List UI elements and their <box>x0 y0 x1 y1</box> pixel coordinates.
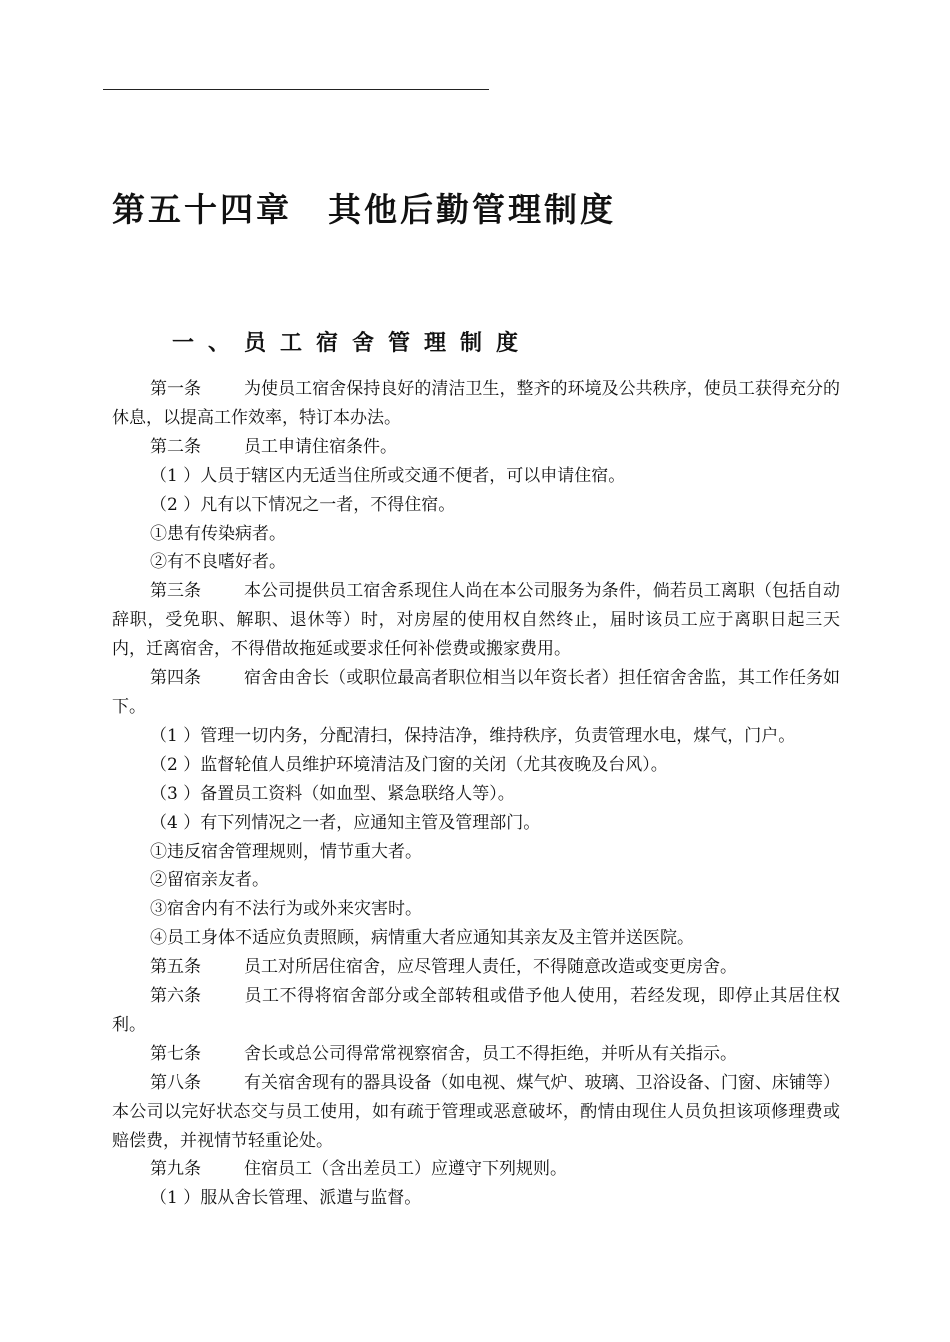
paragraph-text: （2 ）监督轮值人员维护环境清洁及门窗的关闭（尤其夜晚及台风）。 <box>150 754 668 775</box>
article-paragraph <box>112 953 840 982</box>
paragraph-text: ②留宿亲友者。 <box>150 870 269 891</box>
body-text <box>112 375 840 1213</box>
clause-paragraph <box>112 548 840 577</box>
paragraph-text: ①违反宿舍管理规则，情节重大者。 <box>150 841 422 862</box>
paragraph-text: 员工申请住宿条件。 <box>244 436 397 457</box>
article-paragraph <box>112 1069 840 1156</box>
article-paragraph <box>112 982 840 1040</box>
article-label: 第三条 <box>150 581 201 602</box>
chapter-title: 第五十四章 其他后勤管理制度 <box>112 190 616 229</box>
paragraph-text: ③宿舍内有不法行为或外来灾害时。 <box>150 899 422 920</box>
clause-paragraph <box>112 780 840 809</box>
article-label: 第五条 <box>150 957 201 978</box>
paragraph-text: 舍长或总公司得常常视察宿舍，员工不得拒绝，并听从有关指示。 <box>244 1043 737 1064</box>
paragraph-text: 有关宿舍现有的器具设备（如电视、煤气炉、玻璃、卫浴设备、门窗、床铺等）本公司以完好状态交与员工使用，如有疏于管理或恶意破坏，酌情由现住人员负担该项修理费或赔偿费，并视情节轻重论处。 <box>112 1072 840 1151</box>
paragraph-text: 员工对所居住宿舍，应尽管理人责任，不得随意改造或变更房舍。 <box>244 957 737 978</box>
paragraph-text: 为使员工宿舍保持良好的清洁卫生，整齐的环境及公共秩序，使员工获得充分的休息，以提高工作效率，特订本办法。 <box>112 379 840 428</box>
article-paragraph <box>112 664 840 722</box>
clause-paragraph <box>112 866 840 895</box>
paragraph-text: ④员工身体不适应负责照顾，病情重大者应通知其亲友及主管并送医院。 <box>150 928 694 949</box>
clause-paragraph <box>112 520 840 549</box>
paragraph-text: （4 ）有下列情况之一者，应通知主管及管理部门。 <box>150 812 541 833</box>
paragraph-text: 员工不得将宿舍部分或全部转租或借予他人使用，若经发现，即停止其居住权利。 <box>112 986 840 1035</box>
header-rule <box>103 89 489 90</box>
paragraph-text: 本公司提供员工宿舍系现住人尚在本公司服务为条件，倘若员工离职（包括自动辞职，受免职、解职、退休等）时，对房屋的使用权自然终止，届时该员工应于离职日起三天内，迁离宿舍，不得借故拖延或要求任何补偿费或搬家费用。 <box>112 581 840 660</box>
clause-paragraph <box>112 462 840 491</box>
article-label: 第七条 <box>150 1043 201 1064</box>
article-paragraph <box>112 1155 840 1184</box>
article-label: 第二条 <box>150 436 201 457</box>
clause-paragraph <box>112 809 840 838</box>
article-paragraph <box>112 577 840 664</box>
article-label: 第六条 <box>150 986 201 1007</box>
paragraph-text: （3 ）备置员工资料（如血型、紧急联络人等）。 <box>150 783 515 804</box>
article-paragraph <box>112 1040 840 1069</box>
clause-paragraph <box>112 491 840 520</box>
paragraph-text: （1 ）服从舍长管理、派遣与监督。 <box>150 1188 422 1209</box>
clause-paragraph <box>112 1184 840 1213</box>
article-label: 第八条 <box>150 1072 201 1093</box>
article-label: 第一条 <box>150 379 201 399</box>
section-title: 一、员工宿舍管理制度 <box>172 331 533 356</box>
paragraph-text: ②有不良嗜好者。 <box>150 552 286 573</box>
article-paragraph <box>112 433 840 462</box>
paragraph-text: ①患有传染病者。 <box>150 523 286 544</box>
clause-paragraph <box>112 838 840 867</box>
paragraph-text: （1 ）管理一切内务，分配清扫，保持洁净，维持秩序，负责管理水电，煤气，门户。 <box>150 725 796 746</box>
paragraph-text: 住宿员工（含出差员工）应遵守下列规则。 <box>244 1159 567 1180</box>
article-label: 第四条 <box>150 668 201 689</box>
paragraph-text: （1 ）人员于辖区内无适当住所或交通不便者，可以申请住宿。 <box>150 465 626 486</box>
article-paragraph <box>112 375 840 433</box>
clause-paragraph <box>112 722 840 751</box>
paragraph-text: 宿舍由舍长（或职位最高者职位相当以年资长者）担任宿舍舍监，其工作任务如下。 <box>112 668 840 717</box>
paragraph-text: （2 ）凡有以下情况之一者，不得住宿。 <box>150 494 456 515</box>
clause-paragraph <box>112 895 840 924</box>
clause-paragraph <box>112 751 840 780</box>
clause-paragraph <box>112 924 840 953</box>
article-label: 第九条 <box>150 1159 201 1180</box>
